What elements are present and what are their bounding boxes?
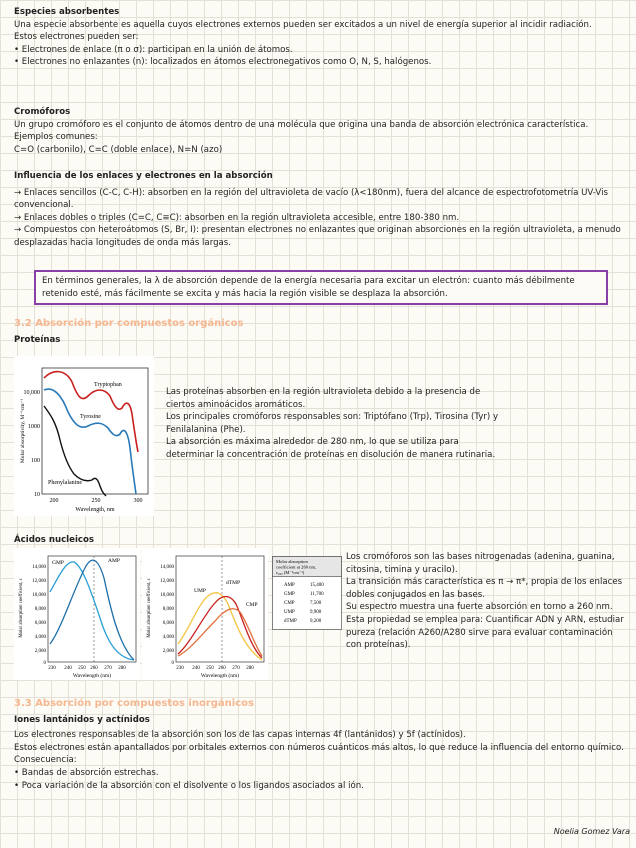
svg-text:11,700: 11,700 <box>310 592 324 597</box>
xtick: 260 <box>90 666 98 671</box>
ytick: 10 <box>34 492 40 498</box>
svg-text:15,400: 15,400 <box>310 583 324 588</box>
paragraph: Consecuencia: <box>14 755 77 766</box>
signature: Noelia Gomez Vara <box>553 827 630 836</box>
ytick: 10,000 <box>32 593 46 598</box>
heading-nucleicos-wrap <box>14 534 624 547</box>
ytick: 0 <box>43 661 46 666</box>
paragraph: C=O (carbonilo), C=C (doble enlace), N=N (azo) <box>14 144 223 155</box>
nucleotide-chart-1 <box>14 548 140 685</box>
ytick: 100 <box>31 458 40 464</box>
absorption-table <box>272 556 342 635</box>
paragraph: Estos electrones están apantallados por orbitales externos con números cuánticos más altos, lo que reduce la influencia del entorno químico. <box>14 742 624 753</box>
section-especies <box>14 6 624 69</box>
bullet: • Bandas de absorción estrechas. <box>14 767 159 778</box>
ytick: 10,000 <box>23 390 40 396</box>
section-title-inorganicos: 3.3 Absorción por compuestos inorgánicos <box>14 698 254 709</box>
xtick: 250 <box>78 666 86 671</box>
label-tyrosine: Tyrosine <box>80 414 101 420</box>
callout-text: En términos generales, la λ de absorción depende de la energía necesaria para excitar un electrón: cuanto más débilmente retenido esté, más fácilmente se excita y más hacia la región visible se desplaza la absorción. <box>42 276 575 299</box>
xtick: 200 <box>49 498 59 504</box>
paragraph: Los cromóforos son las bases nitrogenadas (adenina, guanina, citosina, timina y uracilo). <box>346 552 615 575</box>
ytick: 8,000 <box>34 607 46 612</box>
label-cmp: CMP <box>246 602 258 608</box>
label-tryptophan: Tryptophan <box>94 382 122 388</box>
label-ump: UMP <box>194 588 206 594</box>
ytick: 0 <box>171 661 174 666</box>
label-amp: AMP <box>108 558 120 564</box>
paragraph: Las proteínas absorben en la región ultravioleta debido a la presencia de ciertos aminoácidos aromáticos. <box>166 387 481 410</box>
ytick: 2,000 <box>34 649 46 654</box>
heading-especies: Especies absorbentes <box>14 7 120 17</box>
paragraph: Ejemplos comunes: <box>14 132 98 143</box>
ytick: 14,000 <box>160 565 174 570</box>
ytick: 1000 <box>28 424 40 430</box>
section-inorganicos <box>14 698 624 792</box>
xtick: 230 <box>176 666 184 671</box>
label-phenylalanine: Phenylalanine <box>48 480 82 486</box>
section-title-organicos: 3.2 Absorción por compuestos orgánicos <box>14 318 244 329</box>
xlabel: Wavelength (nm) <box>200 673 240 679</box>
bullet: • Electrones no enlazantes (n): localizados en átomos electronegativos como O, N, S, halógenos. <box>14 57 432 68</box>
svg-text:GMP: GMP <box>284 592 295 597</box>
ytick: 4,000 <box>34 635 46 640</box>
heading-lantanidos: Iones lantánidos y actínidos <box>14 714 150 725</box>
nucleicos-text <box>346 551 626 652</box>
xtick: 260 <box>218 666 226 671</box>
ylabel: Molar absorption coefficient, ε <box>147 578 152 638</box>
ytick: 6,000 <box>34 621 46 626</box>
xtick: 240 <box>192 666 200 671</box>
ylabel: Molar absorptivity, M⁻¹cm⁻¹ <box>20 398 26 464</box>
paragraph: Un grupo cromóforo es el conjunto de átomos dentro de una molécula que origina una banda de absorción electrónica característica. <box>14 119 589 130</box>
xtick: 300 <box>133 498 143 504</box>
xtick: 280 <box>246 666 254 671</box>
paragraph: Su espectro muestra una fuerte absorción en torno a 260 nm. <box>346 602 613 613</box>
paragraph: Estos electrones pueden ser: <box>14 32 139 43</box>
paragraph: → Enlaces sencillos (C-C, C-H): absorben en la región del ultravioleta de vacío (λ<180nm), fuera del alcance de espectrofotometría UV-Vis convencional. <box>14 187 608 211</box>
nucleotide-chart-2 <box>142 548 268 685</box>
paragraph: Una especie absorbente es aquella cuyos electrones externos pueden ser excitados a un nivel de energía superior al incidir radiación. <box>14 19 592 30</box>
xtick: 280 <box>118 666 126 671</box>
heading-influencia: Influencia de los enlaces y electrones en la absorción <box>14 171 273 181</box>
section-influencia <box>14 170 624 250</box>
heading-proteinas: Proteínas <box>14 334 61 345</box>
svg-text:CMP: CMP <box>284 601 295 606</box>
svg-text:dTMP: dTMP <box>284 619 297 624</box>
ytick: 4,000 <box>162 635 174 640</box>
ytick: 12,000 <box>160 579 174 584</box>
label-gmp: GMP <box>52 560 64 566</box>
ytick: 10,000 <box>160 593 174 598</box>
ytick: 12,000 <box>32 579 46 584</box>
xlabel: Wavelength (nm) <box>72 673 112 679</box>
paragraph: Los electrones responsables de la absorción son los de las capas internas 4f (lantánidos) y 5f (actínidos). <box>14 730 466 741</box>
xtick: 240 <box>64 666 72 671</box>
ytick: 8,000 <box>162 607 174 612</box>
paragraph: → Enlaces dobles o triples (C=C, C≡C): absorben en la región ultravioleta accesible, entre 180-380 nm. <box>14 212 460 223</box>
section-organicos <box>14 318 624 346</box>
label-dtmp: dTMP <box>226 580 241 586</box>
paragraph: La absorción es máxima alrededor de 280 nm, lo que se utiliza para determinar la concentración de proteínas en disolución de manera rutinaria. <box>166 437 496 460</box>
xlabel: Wavelength, nm <box>75 507 115 513</box>
paragraph: Los principales cromóforos responsables son: Triptófano (Trp), Tirosina (Tyr) y Fenilalanina (Phe). <box>166 412 499 435</box>
svg-text:9,200: 9,200 <box>310 619 322 624</box>
svg-text:7,500: 7,500 <box>310 601 322 606</box>
section-cromoforos <box>14 106 624 156</box>
ytick: 14,000 <box>32 565 46 570</box>
ylabel: Molar absorption coefficient, ε <box>19 578 24 638</box>
xtick: 230 <box>48 666 56 671</box>
heading-cromoforos: Cromóforos <box>14 107 71 117</box>
table-header: Molar absorption <box>276 559 308 564</box>
proteinas-text <box>166 386 506 462</box>
table-header: coefficient at 260 nm, <box>276 564 317 570</box>
xtick: 250 <box>206 666 214 671</box>
bullet: • Electrones de enlace (π o σ): participan en la unión de átomos. <box>14 44 293 55</box>
paragraph: → Compuestos con heteroátomos (S, Br, I): presentan electrones no enlazantes que originan absorciones en la región ultravioleta, a menudo desplazadas hacia longitudes de onda más largas. <box>14 225 621 248</box>
xtick: 270 <box>232 666 240 671</box>
xtick: 250 <box>91 498 101 504</box>
paragraph: Esta propiedad se emplea para: Cuantificar ADN y ARN, estudiar pureza (relación A260/A280 sirve para evaluar contaminación con proteínas). <box>346 614 624 651</box>
paragraph: La transición más característica es π → π*, propia de los enlaces dobles conjugados en las bases. <box>346 577 623 600</box>
callout-box <box>34 270 608 305</box>
ytick: 2,000 <box>162 649 174 654</box>
heading-nucleicos: Ácidos nucleicos <box>14 535 95 545</box>
svg-text:UMP: UMP <box>284 610 295 615</box>
table-header: ε₂₆₀ (M⁻¹cm⁻¹) <box>276 570 305 575</box>
xtick: 270 <box>104 666 112 671</box>
bullet: • Poca variación de la absorción con el disolvente o los ligandos asociados al ión. <box>14 780 364 791</box>
svg-text:AMP: AMP <box>284 583 295 588</box>
protein-chart <box>14 356 154 521</box>
ytick: 6,000 <box>162 621 174 626</box>
svg-text:9,900: 9,900 <box>310 610 322 615</box>
